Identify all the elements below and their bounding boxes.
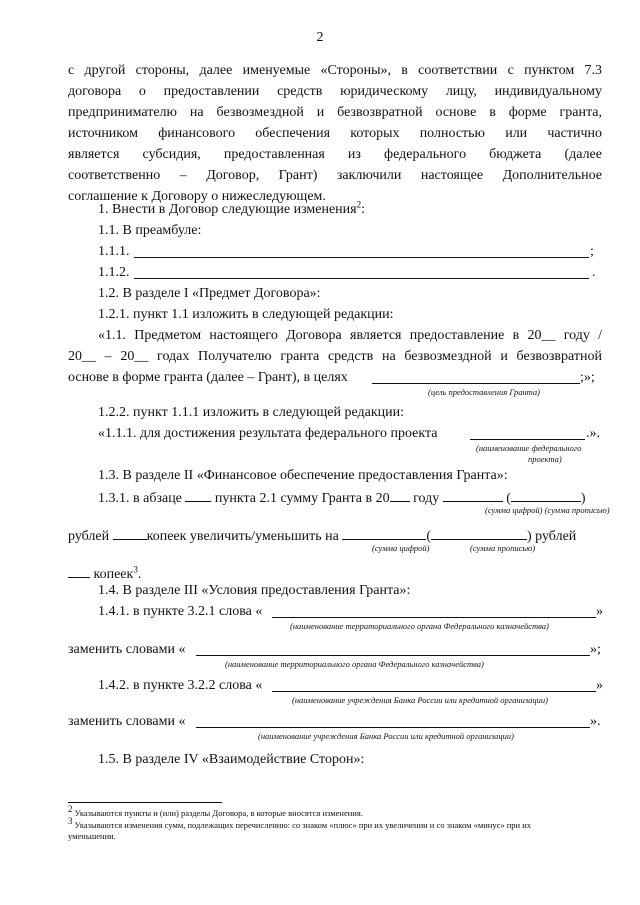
hint-project-1: (наименование федерального xyxy=(476,443,582,453)
fill-line-1-1-2[interactable] xyxy=(134,278,589,279)
footnote-3 xyxy=(68,816,531,831)
fill-sum-digits[interactable] xyxy=(443,489,503,502)
item-1-4-2: 1.4.2. в пункте 3.2.2 слова « xyxy=(98,678,263,693)
item-1-3: 1.3. В разделе II «Финансовое обеспечение предоставления Гранта»: xyxy=(98,468,508,483)
item-1-5: 1.5. В разделе IV «Взаимодействие Сторон»: xyxy=(98,752,365,767)
item-1-3-1-text: пункта 2.1 сумму Гранта в 20 xyxy=(214,491,390,506)
hint-goal: (цель предоставления Гранта) xyxy=(428,387,540,397)
rub-label: рублей xyxy=(68,529,110,544)
hint-project-2: проекта) xyxy=(528,454,562,464)
item-1: 1. Внести в Договор следующие изменения$^2$: xyxy=(98,199,366,217)
replace-2: заменить словами « xyxy=(68,714,186,729)
row-rub: рублей копеек увеличить/уменьшить на ( ) рублей xyxy=(68,529,577,544)
quote-1-1-1: «1.1.1. для достижения результата федерального проекта xyxy=(98,426,438,441)
hint-1-4-2: (наименование учреждения Банка России или кредитной организации) xyxy=(292,695,548,705)
paragraph-line: источником финансового обеспечения которых полностью или частично xyxy=(68,126,602,141)
quote-close: » xyxy=(596,678,603,693)
hint-change-digits: (сумма цифрой) xyxy=(372,543,430,553)
quote-close: » xyxy=(596,604,603,619)
item-1-4-1: 1.4.1. в пункте 3.2.1 слова « xyxy=(98,604,263,619)
paragraph-line: с другой стороны, далее именуемые «Стороны», в соответствии с пунктом 7.3 xyxy=(68,63,602,78)
fill-line-replace-1[interactable] xyxy=(196,655,590,656)
page-number: 2 xyxy=(316,30,324,45)
fill-line-project[interactable] xyxy=(470,439,585,440)
item-1-1-1: 1.1.1. xyxy=(98,244,130,259)
fill-kop[interactable] xyxy=(68,565,90,578)
paragraph-line: является субсидия, предоставленная из федерального бюджета (далее xyxy=(68,147,602,162)
hint-replace-2: (наименование учреждения Банка России или кредитной организации) xyxy=(258,731,514,741)
item-1-1: 1.1. В преамбуле: xyxy=(98,223,202,238)
hint-change-words: (сумма прописью) xyxy=(470,543,536,553)
quote-1-1-end: ;»; xyxy=(580,370,595,385)
paragraph-line: соответственно – Договор, Грант) заключили настоящее Дополнительное xyxy=(68,168,602,183)
footnote-3-text: Указываются изменения сумм, подлежащих перечислению: со знаком «плюс» при их увеличении и со знаком «минус» при их xyxy=(74,820,531,830)
footnote-2 xyxy=(68,804,363,819)
kop-label: копеек увеличить/уменьшить на xyxy=(146,529,339,544)
fill-change-digits[interactable] xyxy=(342,527,426,540)
hint-replace-1: (наименование территориального органа Федерального казначейства) xyxy=(225,659,484,669)
item-1-1-2-end: . xyxy=(592,265,596,280)
footnote-3-number: 3 xyxy=(68,816,73,827)
replace-2-end: ». xyxy=(590,714,601,729)
item-1-3-1-text: 1.3.1. в абзаце xyxy=(98,491,182,506)
footnote-2-number: 2 xyxy=(68,804,73,815)
hint-1-4-1: (наименование территориального органа Федерального казначейства) xyxy=(290,621,549,631)
item-1-1-1-end: ; xyxy=(590,244,594,259)
item-1-4: 1.4. В разделе III «Условия предоставления Гранта»: xyxy=(98,583,411,598)
item-1-2: 1.2. В разделе I «Предмет Договора»: xyxy=(98,286,321,301)
quote-1-1-line: 20__ – 20__ годах Получателю гранта средств на безвозмездной и безвозвратной xyxy=(68,349,602,364)
item-1-text: 1. Внести в Договор следующие изменения xyxy=(98,202,357,217)
item-1-2-2: 1.2.2. пункт 1.1.1 изложить в следующей редакции: xyxy=(98,405,404,420)
quote-1-1-line: «1.1. Предметом настоящего Договора является предоставление в 20__ году / xyxy=(98,328,602,343)
item-1-2-1: 1.2.1. пункт 1.1 изложить в следующей редакции: xyxy=(98,307,394,322)
fill-line-goal[interactable] xyxy=(372,383,580,384)
footnote-separator xyxy=(68,802,222,803)
footnote-ref-3: 3 xyxy=(133,564,138,575)
hint-sum: (сумма цифрой) (сумма прописью) xyxy=(485,505,610,515)
fill-line-1-4-1[interactable] xyxy=(272,617,596,618)
fill-sum-words[interactable] xyxy=(511,489,581,502)
row-kop: копеек$^3$. xyxy=(68,565,141,583)
item-1-1-2: 1.1.2. xyxy=(98,265,130,280)
item-1-3-1: 1.3.1. в абзаце пункта 2.1 сумму Гранта в 20 году ( ) xyxy=(98,491,586,506)
fill-year[interactable] xyxy=(390,489,410,502)
quote-1-1-1-end: .». xyxy=(586,426,600,441)
footnote-2-text: Указываются пункты и (или) разделы Договора, в которые вносятся изменения. xyxy=(74,808,363,818)
fill-change-words[interactable] xyxy=(431,527,527,540)
replace-1: заменить словами « xyxy=(68,642,186,657)
item-1-3-1-text: году xyxy=(413,491,440,506)
fill-line-1-1-1[interactable] xyxy=(134,257,589,258)
replace-1-end: »; xyxy=(590,642,601,657)
paragraph-line: предпринимателю на безвозмездной и безвозвратной основе в форме гранта, xyxy=(68,105,602,120)
footnote-ref-2: 2 xyxy=(356,199,362,210)
paragraph-line: договора о предоставлении средств юридическому лицу, индивидуальному xyxy=(68,84,602,99)
fill-rub[interactable] xyxy=(113,527,147,540)
paragraph-line: соглашение к Договору о нижеследующем. xyxy=(68,189,326,204)
kop-label-2: копеек xyxy=(93,567,134,582)
footnote-3-cont: уменьшении. xyxy=(68,831,116,841)
fill-paragraph[interactable] xyxy=(185,489,211,502)
fill-line-1-4-2[interactable] xyxy=(272,691,596,692)
rub-label-2: рублей xyxy=(535,529,577,544)
fill-line-replace-2[interactable] xyxy=(196,727,590,728)
quote-1-1-line: основе в форме гранта (далее – Грант), в целях xyxy=(68,370,348,385)
